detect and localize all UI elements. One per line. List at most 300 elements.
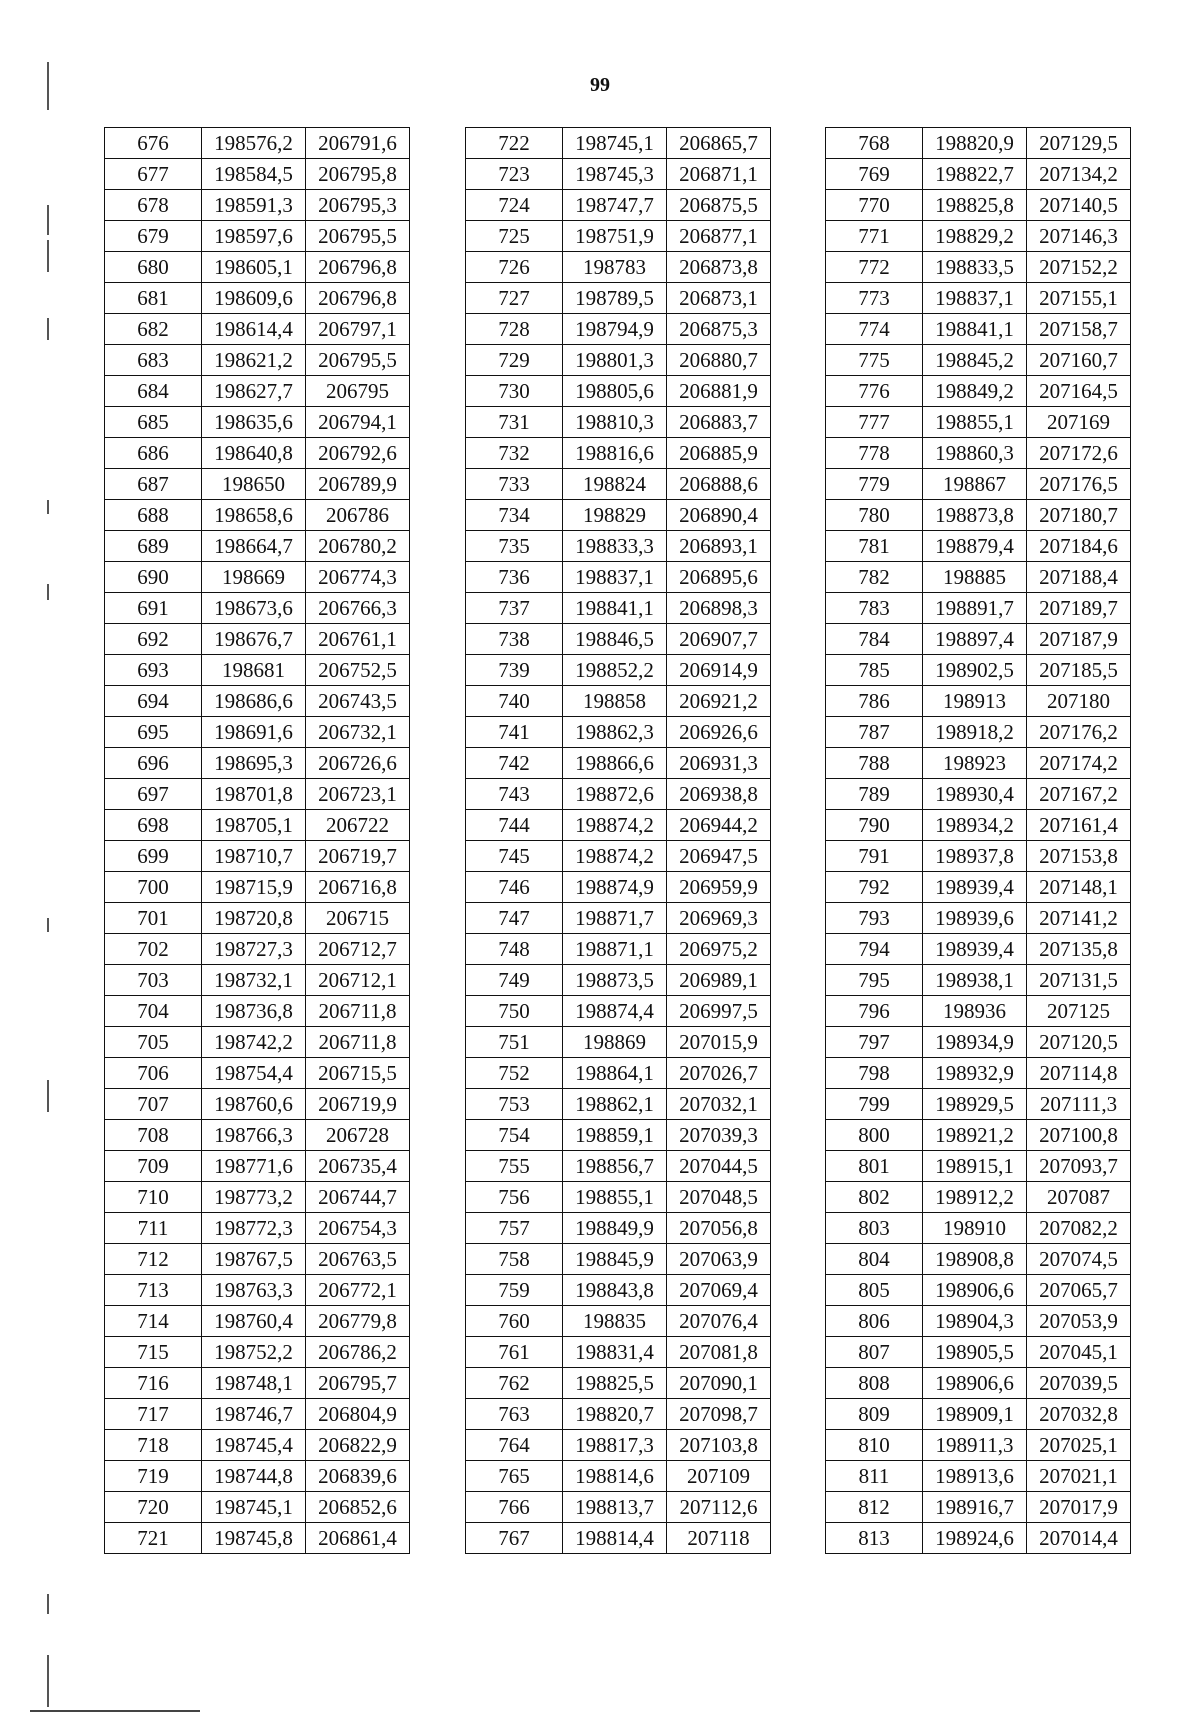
x-coordinate-cell: 198732,1: [202, 965, 306, 996]
x-coordinate-cell: 198814,6: [563, 1461, 667, 1492]
point-number-cell: 789: [826, 779, 923, 810]
table-row: [466, 1368, 771, 1399]
table-row: [105, 841, 410, 872]
y-coordinate-cell: 206931,3: [667, 748, 771, 779]
table-row: [105, 624, 410, 655]
table-row: [105, 686, 410, 717]
table-row: [105, 221, 410, 252]
point-number-cell: 703: [105, 965, 202, 996]
x-coordinate-cell: 198817,3: [563, 1430, 667, 1461]
y-coordinate-cell: 207114,8: [1027, 1058, 1131, 1089]
table-row: [826, 1058, 1131, 1089]
y-coordinate-cell: 206726,6: [306, 748, 410, 779]
table-row: [105, 903, 410, 934]
table-row: [826, 717, 1131, 748]
x-coordinate-cell: 198576,2: [202, 128, 306, 159]
x-coordinate-cell: 198913: [923, 686, 1027, 717]
x-coordinate-cell: 198874,9: [563, 872, 667, 903]
x-coordinate-cell: 198829,2: [923, 221, 1027, 252]
point-number-cell: 739: [466, 655, 563, 686]
point-number-cell: 712: [105, 1244, 202, 1275]
point-number-cell: 759: [466, 1275, 563, 1306]
table-row: [466, 1492, 771, 1523]
y-coordinate-cell: 207069,4: [667, 1275, 771, 1306]
y-coordinate-cell: 207090,1: [667, 1368, 771, 1399]
y-coordinate-cell: 207164,5: [1027, 376, 1131, 407]
table-row: [105, 1399, 410, 1430]
page-number: 99: [590, 74, 610, 96]
y-coordinate-cell: 207140,5: [1027, 190, 1131, 221]
x-coordinate-cell: 198825,5: [563, 1368, 667, 1399]
x-coordinate-cell: 198745,8: [202, 1523, 306, 1554]
table-row: [826, 407, 1131, 438]
y-coordinate-cell: 206789,9: [306, 469, 410, 500]
point-number-cell: 749: [466, 965, 563, 996]
x-coordinate-cell: 198773,2: [202, 1182, 306, 1213]
table-row: [826, 469, 1131, 500]
point-number-cell: 751: [466, 1027, 563, 1058]
x-coordinate-cell: 198939,4: [923, 872, 1027, 903]
y-coordinate-cell: 206774,3: [306, 562, 410, 593]
x-coordinate-cell: 198754,4: [202, 1058, 306, 1089]
point-number-cell: 731: [466, 407, 563, 438]
coordinate-table-1: [104, 127, 410, 1554]
table-row: [105, 345, 410, 376]
x-coordinate-cell: 198891,7: [923, 593, 1027, 624]
x-coordinate-cell: 198745,1: [563, 128, 667, 159]
point-number-cell: 796: [826, 996, 923, 1027]
y-coordinate-cell: 207063,9: [667, 1244, 771, 1275]
x-coordinate-cell: 198584,5: [202, 159, 306, 190]
point-number-cell: 728: [466, 314, 563, 345]
y-coordinate-cell: 206711,8: [306, 1027, 410, 1058]
y-coordinate-cell: 207065,7: [1027, 1275, 1131, 1306]
x-coordinate-cell: 198614,4: [202, 314, 306, 345]
point-number-cell: 708: [105, 1120, 202, 1151]
x-coordinate-cell: 198673,6: [202, 593, 306, 624]
x-coordinate-cell: 198909,1: [923, 1399, 1027, 1430]
point-number-cell: 741: [466, 717, 563, 748]
x-coordinate-cell: 198742,2: [202, 1027, 306, 1058]
x-coordinate-cell: 198837,1: [923, 283, 1027, 314]
x-coordinate-cell: 198939,6: [923, 903, 1027, 934]
y-coordinate-cell: 207118: [667, 1523, 771, 1554]
table-row: [105, 872, 410, 903]
x-coordinate-cell: 198874,2: [563, 841, 667, 872]
y-coordinate-cell: 207093,7: [1027, 1151, 1131, 1182]
x-coordinate-cell: 198841,1: [563, 593, 667, 624]
x-coordinate-cell: 198591,3: [202, 190, 306, 221]
table-row: [826, 934, 1131, 965]
point-number-cell: 702: [105, 934, 202, 965]
point-number-cell: 772: [826, 252, 923, 283]
x-coordinate-cell: 198934,2: [923, 810, 1027, 841]
y-coordinate-cell: 206938,8: [667, 779, 771, 810]
x-coordinate-cell: 198873,8: [923, 500, 1027, 531]
y-coordinate-cell: 206796,8: [306, 283, 410, 314]
y-coordinate-cell: 206712,1: [306, 965, 410, 996]
point-number-cell: 799: [826, 1089, 923, 1120]
table-row: [826, 190, 1131, 221]
x-coordinate-cell: 198910: [923, 1213, 1027, 1244]
x-coordinate-cell: 198867: [923, 469, 1027, 500]
table-row: [466, 655, 771, 686]
point-number-cell: 687: [105, 469, 202, 500]
x-coordinate-cell: 198640,8: [202, 438, 306, 469]
point-number-cell: 755: [466, 1151, 563, 1182]
point-number-cell: 761: [466, 1337, 563, 1368]
x-coordinate-cell: 198814,4: [563, 1523, 667, 1554]
table-row: [105, 128, 410, 159]
point-number-cell: 719: [105, 1461, 202, 1492]
point-number-cell: 773: [826, 283, 923, 314]
y-coordinate-cell: 207048,5: [667, 1182, 771, 1213]
x-coordinate-cell: 198874,2: [563, 810, 667, 841]
point-number-cell: 678: [105, 190, 202, 221]
table-row: [466, 128, 771, 159]
point-number-cell: 721: [105, 1523, 202, 1554]
x-coordinate-cell: 198824: [563, 469, 667, 500]
y-coordinate-cell: 206875,3: [667, 314, 771, 345]
table-row: [466, 159, 771, 190]
point-number-cell: 795: [826, 965, 923, 996]
table-row: [105, 252, 410, 283]
x-coordinate-cell: 198843,8: [563, 1275, 667, 1306]
y-coordinate-cell: 207152,2: [1027, 252, 1131, 283]
point-number-cell: 805: [826, 1275, 923, 1306]
x-coordinate-cell: 198744,8: [202, 1461, 306, 1492]
y-coordinate-cell: 206786: [306, 500, 410, 531]
point-number-cell: 743: [466, 779, 563, 810]
x-coordinate-cell: 198605,1: [202, 252, 306, 283]
y-coordinate-cell: 206997,5: [667, 996, 771, 1027]
table-row: [826, 655, 1131, 686]
y-coordinate-cell: 206795,5: [306, 345, 410, 376]
x-coordinate-cell: 198752,2: [202, 1337, 306, 1368]
table-row: [466, 562, 771, 593]
table-row: [826, 1523, 1131, 1554]
x-coordinate-cell: 198695,3: [202, 748, 306, 779]
point-number-cell: 794: [826, 934, 923, 965]
table-row: [466, 252, 771, 283]
y-coordinate-cell: 207158,7: [1027, 314, 1131, 345]
scan-margin-mark: [47, 918, 49, 932]
scan-margin-mark: [47, 240, 49, 272]
point-number-cell: 680: [105, 252, 202, 283]
x-coordinate-cell: 198845,9: [563, 1244, 667, 1275]
table-row: [105, 1182, 410, 1213]
x-coordinate-cell: 198864,1: [563, 1058, 667, 1089]
table-row: [105, 1306, 410, 1337]
table-row: [826, 1244, 1131, 1275]
y-coordinate-cell: 206839,6: [306, 1461, 410, 1492]
y-coordinate-cell: 207017,9: [1027, 1492, 1131, 1523]
table-row: [466, 345, 771, 376]
x-coordinate-cell: 198871,1: [563, 934, 667, 965]
point-number-cell: 779: [826, 469, 923, 500]
y-coordinate-cell: 207148,1: [1027, 872, 1131, 903]
y-coordinate-cell: 207160,7: [1027, 345, 1131, 376]
y-coordinate-cell: 206797,1: [306, 314, 410, 345]
table-row: [466, 872, 771, 903]
x-coordinate-cell: 198862,1: [563, 1089, 667, 1120]
table-row: [826, 1461, 1131, 1492]
point-number-cell: 718: [105, 1430, 202, 1461]
point-number-cell: 786: [826, 686, 923, 717]
x-coordinate-cell: 198789,5: [563, 283, 667, 314]
table-body: [466, 128, 771, 1554]
y-coordinate-cell: 206989,1: [667, 965, 771, 996]
y-coordinate-cell: 206865,7: [667, 128, 771, 159]
table-row: [826, 996, 1131, 1027]
y-coordinate-cell: 207135,8: [1027, 934, 1131, 965]
x-coordinate-cell: 198766,3: [202, 1120, 306, 1151]
point-number-cell: 797: [826, 1027, 923, 1058]
point-number-cell: 806: [826, 1306, 923, 1337]
table-row: [105, 1089, 410, 1120]
table-row: [826, 872, 1131, 903]
x-coordinate-cell: 198862,3: [563, 717, 667, 748]
point-number-cell: 757: [466, 1213, 563, 1244]
y-coordinate-cell: 206921,2: [667, 686, 771, 717]
x-coordinate-cell: 198934,9: [923, 1027, 1027, 1058]
table-row: [826, 1492, 1131, 1523]
table-row: [105, 1430, 410, 1461]
x-coordinate-cell: 198705,1: [202, 810, 306, 841]
y-coordinate-cell: 206947,5: [667, 841, 771, 872]
point-number-cell: 722: [466, 128, 563, 159]
y-coordinate-cell: 206877,1: [667, 221, 771, 252]
y-coordinate-cell: 207056,8: [667, 1213, 771, 1244]
x-coordinate-cell: 198650: [202, 469, 306, 500]
point-number-cell: 691: [105, 593, 202, 624]
y-coordinate-cell: 206888,6: [667, 469, 771, 500]
table-row: [826, 841, 1131, 872]
table-row: [466, 1275, 771, 1306]
x-coordinate-cell: 198921,2: [923, 1120, 1027, 1151]
x-coordinate-cell: 198897,4: [923, 624, 1027, 655]
y-coordinate-cell: 206944,2: [667, 810, 771, 841]
table-row: [826, 1368, 1131, 1399]
y-coordinate-cell: 206914,9: [667, 655, 771, 686]
y-coordinate-cell: 206722: [306, 810, 410, 841]
y-coordinate-cell: 206792,6: [306, 438, 410, 469]
table-row: [105, 531, 410, 562]
x-coordinate-cell: 198720,8: [202, 903, 306, 934]
table-row: [105, 407, 410, 438]
y-coordinate-cell: 206786,2: [306, 1337, 410, 1368]
y-coordinate-cell: 206795,7: [306, 1368, 410, 1399]
x-coordinate-cell: 198621,2: [202, 345, 306, 376]
x-coordinate-cell: 198913,6: [923, 1461, 1027, 1492]
y-coordinate-cell: 207039,3: [667, 1120, 771, 1151]
point-number-cell: 717: [105, 1399, 202, 1430]
point-number-cell: 692: [105, 624, 202, 655]
x-coordinate-cell: 198939,4: [923, 934, 1027, 965]
x-coordinate-cell: 198748,1: [202, 1368, 306, 1399]
point-number-cell: 725: [466, 221, 563, 252]
table-row: [105, 1244, 410, 1275]
x-coordinate-cell: 198905,5: [923, 1337, 1027, 1368]
y-coordinate-cell: 206795,8: [306, 159, 410, 190]
point-number-cell: 791: [826, 841, 923, 872]
point-number-cell: 747: [466, 903, 563, 934]
point-number-cell: 698: [105, 810, 202, 841]
point-number-cell: 733: [466, 469, 563, 500]
point-number-cell: 709: [105, 1151, 202, 1182]
x-coordinate-cell: 198701,8: [202, 779, 306, 810]
scan-margin-mark: [47, 500, 49, 514]
y-coordinate-cell: 206732,1: [306, 717, 410, 748]
table-row: [466, 1430, 771, 1461]
table-row: [105, 934, 410, 965]
y-coordinate-cell: 206871,1: [667, 159, 771, 190]
point-number-cell: 748: [466, 934, 563, 965]
x-coordinate-cell: 198852,2: [563, 655, 667, 686]
point-number-cell: 715: [105, 1337, 202, 1368]
x-coordinate-cell: 198771,6: [202, 1151, 306, 1182]
table-row: [466, 1461, 771, 1492]
y-coordinate-cell: 207180,7: [1027, 500, 1131, 531]
y-coordinate-cell: 206885,9: [667, 438, 771, 469]
table-row: [466, 1244, 771, 1275]
x-coordinate-cell: 198855,1: [563, 1182, 667, 1213]
point-number-cell: 713: [105, 1275, 202, 1306]
table-row: [826, 376, 1131, 407]
x-coordinate-cell: 198727,3: [202, 934, 306, 965]
table-row: [466, 593, 771, 624]
y-coordinate-cell: 206715,5: [306, 1058, 410, 1089]
y-coordinate-cell: 207112,6: [667, 1492, 771, 1523]
x-coordinate-cell: 198691,6: [202, 717, 306, 748]
y-coordinate-cell: 206795,5: [306, 221, 410, 252]
y-coordinate-cell: 206723,1: [306, 779, 410, 810]
y-coordinate-cell: 206898,3: [667, 593, 771, 624]
point-number-cell: 723: [466, 159, 563, 190]
y-coordinate-cell: 207167,2: [1027, 779, 1131, 810]
table-row: [466, 1337, 771, 1368]
point-number-cell: 700: [105, 872, 202, 903]
x-coordinate-cell: 198855,1: [923, 407, 1027, 438]
x-coordinate-cell: 198822,7: [923, 159, 1027, 190]
y-coordinate-cell: 207129,5: [1027, 128, 1131, 159]
table-row: [466, 1120, 771, 1151]
point-number-cell: 775: [826, 345, 923, 376]
table-row: [105, 438, 410, 469]
x-coordinate-cell: 198767,5: [202, 1244, 306, 1275]
x-coordinate-cell: 198805,6: [563, 376, 667, 407]
table-row: [826, 252, 1131, 283]
point-number-cell: 684: [105, 376, 202, 407]
y-coordinate-cell: 207039,5: [1027, 1368, 1131, 1399]
point-number-cell: 734: [466, 500, 563, 531]
x-coordinate-cell: 198912,2: [923, 1182, 1027, 1213]
y-coordinate-cell: 206719,7: [306, 841, 410, 872]
x-coordinate-cell: 198902,5: [923, 655, 1027, 686]
scan-margin-mark: [47, 1655, 49, 1707]
table-row: [466, 1523, 771, 1554]
table-row: [105, 779, 410, 810]
y-coordinate-cell: 206779,8: [306, 1306, 410, 1337]
y-coordinate-cell: 206719,9: [306, 1089, 410, 1120]
y-coordinate-cell: 207141,2: [1027, 903, 1131, 934]
x-coordinate-cell: 198635,6: [202, 407, 306, 438]
table-row: [466, 934, 771, 965]
y-coordinate-cell: 206780,2: [306, 531, 410, 562]
y-coordinate-cell: 206895,6: [667, 562, 771, 593]
y-coordinate-cell: 206959,9: [667, 872, 771, 903]
x-coordinate-cell: 198736,8: [202, 996, 306, 1027]
x-coordinate-cell: 198829: [563, 500, 667, 531]
y-coordinate-cell: 206880,7: [667, 345, 771, 376]
point-number-cell: 777: [826, 407, 923, 438]
y-coordinate-cell: 207081,8: [667, 1337, 771, 1368]
x-coordinate-cell: 198715,9: [202, 872, 306, 903]
point-number-cell: 714: [105, 1306, 202, 1337]
table-row: [826, 283, 1131, 314]
table-row: [826, 1306, 1131, 1337]
scan-margin-mark: [47, 584, 49, 600]
x-coordinate-cell: 198747,7: [563, 190, 667, 221]
x-coordinate-cell: 198627,7: [202, 376, 306, 407]
table-row: [466, 1306, 771, 1337]
x-coordinate-cell: 198936: [923, 996, 1027, 1027]
table-row: [826, 1182, 1131, 1213]
y-coordinate-cell: 206761,1: [306, 624, 410, 655]
x-coordinate-cell: 198745,1: [202, 1492, 306, 1523]
y-coordinate-cell: 206791,6: [306, 128, 410, 159]
point-number-cell: 754: [466, 1120, 563, 1151]
table-body: [105, 128, 410, 1554]
y-coordinate-cell: 206772,1: [306, 1275, 410, 1306]
point-number-cell: 735: [466, 531, 563, 562]
scan-margin-mark: [47, 62, 49, 110]
table-row: [105, 190, 410, 221]
y-coordinate-cell: 206873,8: [667, 252, 771, 283]
table-row: [466, 190, 771, 221]
x-coordinate-cell: 198835: [563, 1306, 667, 1337]
y-coordinate-cell: 207111,3: [1027, 1089, 1131, 1120]
table-row: [466, 996, 771, 1027]
y-coordinate-cell: 206969,3: [667, 903, 771, 934]
y-coordinate-cell: 207053,9: [1027, 1306, 1131, 1337]
table-row: [826, 748, 1131, 779]
x-coordinate-cell: 198849,9: [563, 1213, 667, 1244]
x-coordinate-cell: 198763,3: [202, 1275, 306, 1306]
point-number-cell: 787: [826, 717, 923, 748]
y-coordinate-cell: 207189,7: [1027, 593, 1131, 624]
point-number-cell: 740: [466, 686, 563, 717]
y-coordinate-cell: 207120,5: [1027, 1027, 1131, 1058]
y-coordinate-cell: 207087: [1027, 1182, 1131, 1213]
table-row: [466, 283, 771, 314]
table-row: [466, 314, 771, 345]
x-coordinate-cell: 198760,6: [202, 1089, 306, 1120]
table-row: [826, 531, 1131, 562]
y-coordinate-cell: 207014,4: [1027, 1523, 1131, 1554]
point-number-cell: 756: [466, 1182, 563, 1213]
point-number-cell: 750: [466, 996, 563, 1027]
point-number-cell: 688: [105, 500, 202, 531]
point-number-cell: 679: [105, 221, 202, 252]
y-coordinate-cell: 206716,8: [306, 872, 410, 903]
point-number-cell: 758: [466, 1244, 563, 1275]
x-coordinate-cell: 198833,5: [923, 252, 1027, 283]
point-number-cell: 738: [466, 624, 563, 655]
point-number-cell: 792: [826, 872, 923, 903]
point-number-cell: 746: [466, 872, 563, 903]
point-number-cell: 785: [826, 655, 923, 686]
